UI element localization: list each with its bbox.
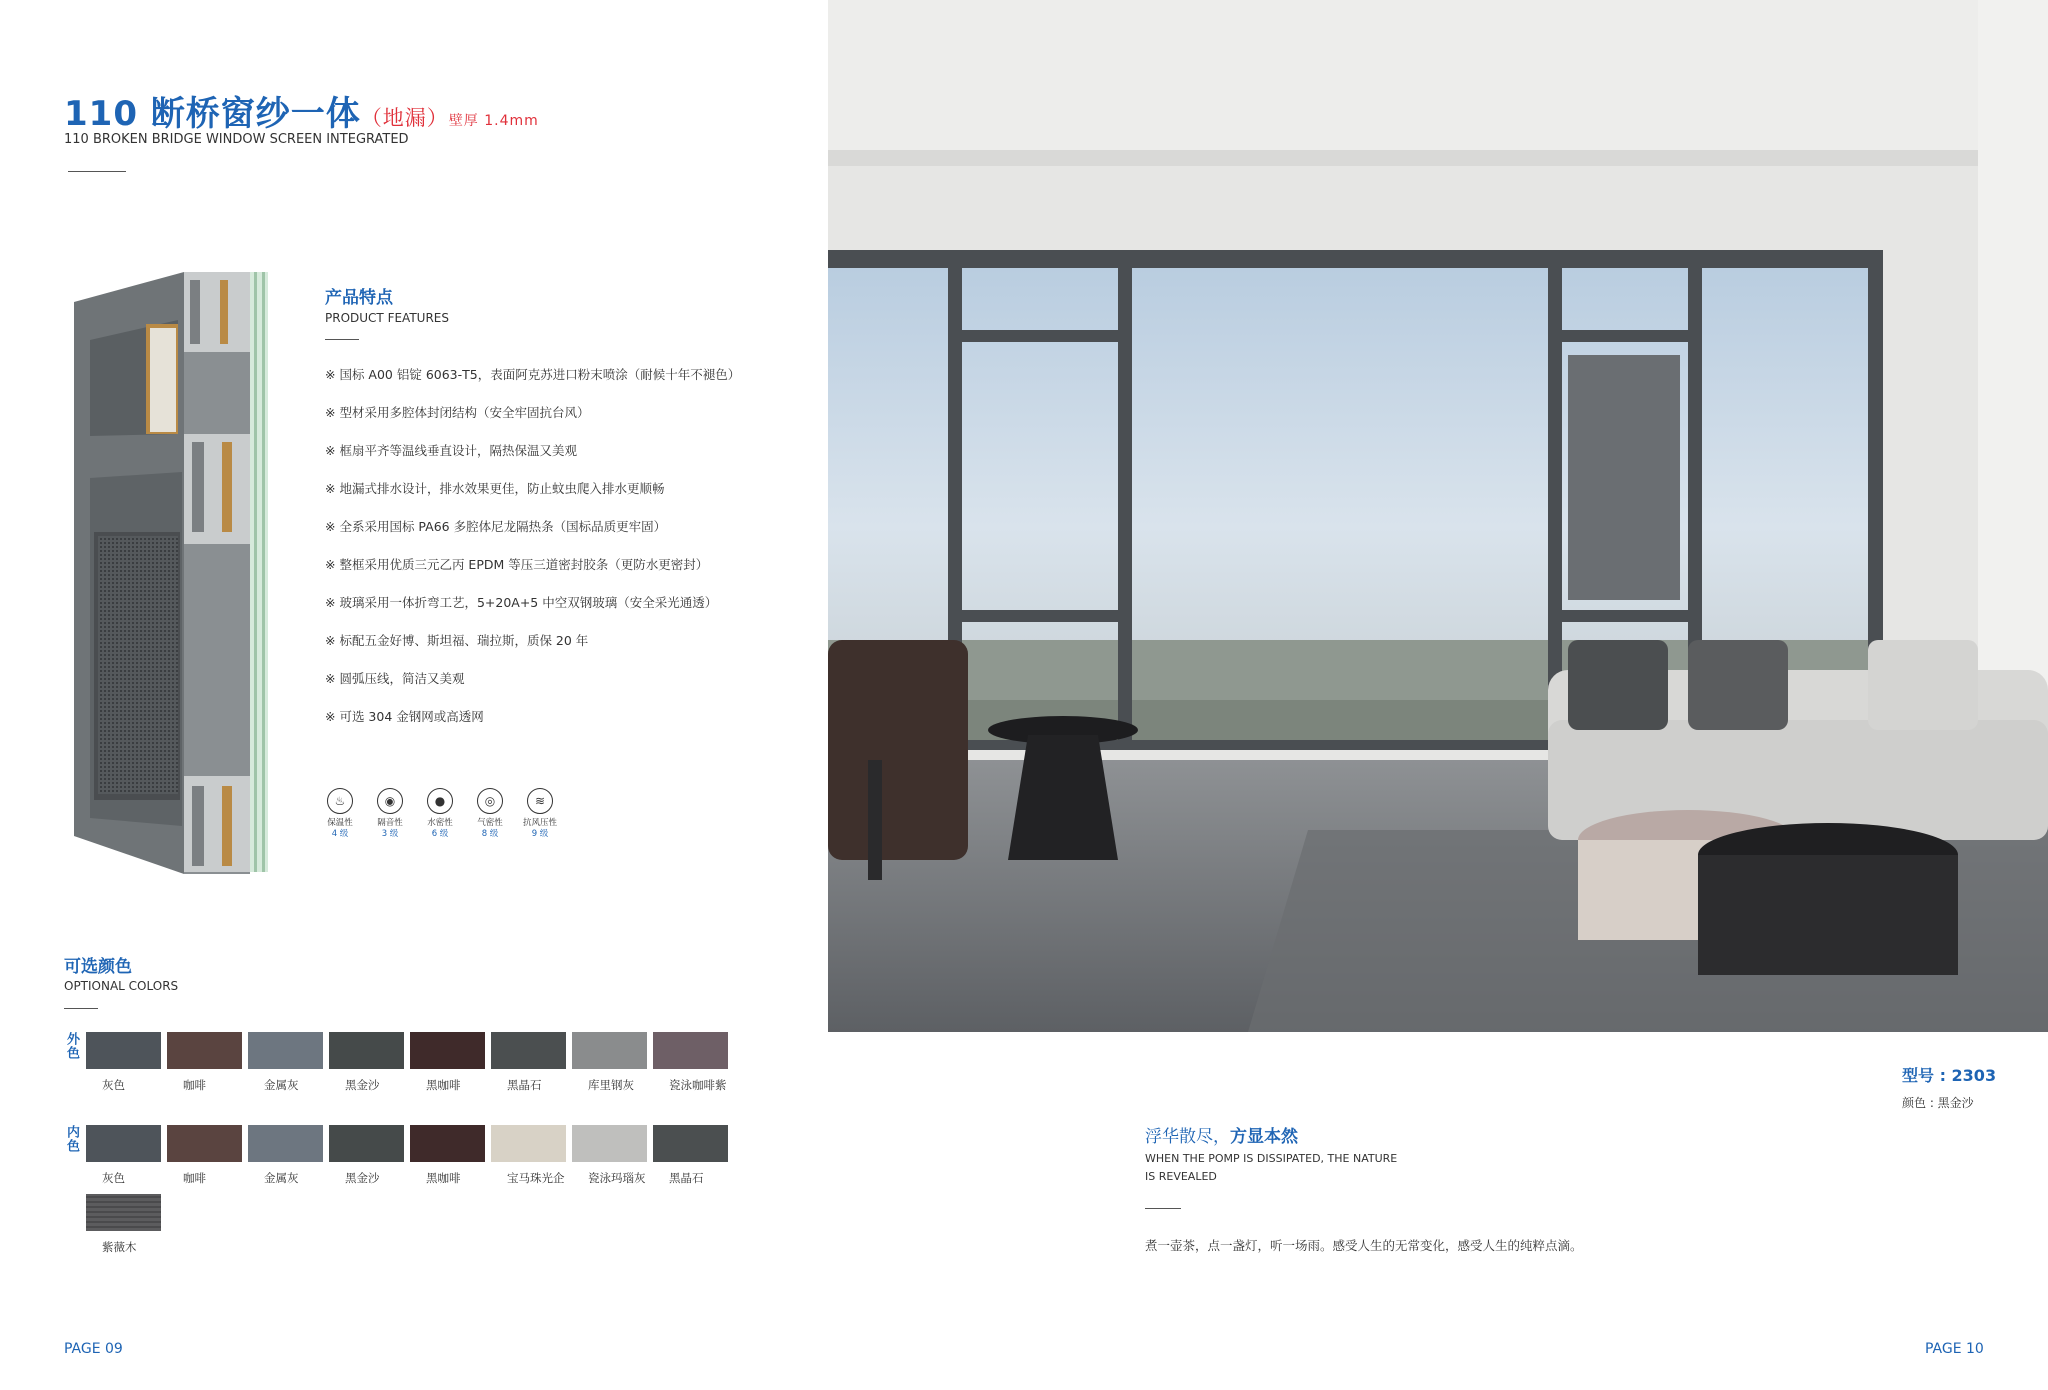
swatch-chip bbox=[491, 1032, 566, 1069]
color-swatch bbox=[653, 1125, 728, 1186]
swatch-name: 库里钢灰 bbox=[588, 1078, 634, 1092]
color-swatch bbox=[491, 1125, 566, 1186]
product-title bbox=[64, 86, 539, 135]
swatch-name: 黑咖啡 bbox=[426, 1171, 461, 1185]
swatch-name: 黑金沙 bbox=[345, 1171, 380, 1185]
outer-color-label: 外色 bbox=[64, 1032, 79, 1060]
performance-ratings bbox=[322, 788, 562, 840]
thermal-icon: ♨ bbox=[327, 788, 353, 814]
swatch-name: 瓷泳咖啡紫 bbox=[669, 1078, 727, 1092]
swatch-name: 灰色 bbox=[102, 1078, 125, 1092]
feature-item: ※ 型材采用多腔体封闭结构（安全牢固抗台风） bbox=[325, 405, 590, 420]
swatch-chip bbox=[86, 1125, 161, 1162]
performance-level: 9 级 bbox=[531, 829, 549, 839]
performance-wind bbox=[522, 788, 558, 840]
features-heading-en: PRODUCT FEATURES bbox=[325, 311, 449, 325]
slogan bbox=[1145, 1122, 1298, 1147]
swatch-chip bbox=[167, 1125, 242, 1162]
swatch-chip bbox=[167, 1032, 242, 1069]
model-number: 型号 : 2303 bbox=[1902, 1066, 1997, 1085]
colors-heading: 可选颜色 bbox=[64, 957, 132, 977]
performance-water bbox=[422, 788, 458, 840]
outer-color-swatches bbox=[86, 1032, 728, 1093]
product-title-main: 110 断桥窗纱一体 bbox=[64, 94, 361, 134]
swatch-chip bbox=[653, 1125, 728, 1162]
swatch-name: 金属灰 bbox=[264, 1078, 299, 1092]
color-swatch bbox=[653, 1032, 728, 1093]
performance-level: 3 级 bbox=[381, 829, 399, 839]
slogan-divider bbox=[1145, 1208, 1181, 1209]
swatch-chip bbox=[491, 1125, 566, 1162]
performance-airtight bbox=[472, 788, 508, 840]
inner-color-swatches-row2 bbox=[86, 1194, 161, 1255]
feature-item: ※ 框扇平齐等温线垂直设计，隔热保温又美观 bbox=[325, 443, 577, 458]
colors-heading-en: OPTIONAL COLORS bbox=[64, 979, 179, 993]
performance-label: 抗风压性 bbox=[522, 818, 557, 828]
color-swatch bbox=[329, 1032, 404, 1093]
swatch-chip bbox=[329, 1032, 404, 1069]
water-drop-icon: ● bbox=[427, 788, 453, 814]
airtight-icon: ◎ bbox=[477, 788, 503, 814]
swatch-chip bbox=[410, 1032, 485, 1069]
sound-icon: ◉ bbox=[377, 788, 403, 814]
wind-icon: ≋ bbox=[527, 788, 553, 814]
slogan-part-b: 方显本然 bbox=[1230, 1127, 1298, 1147]
swatch-name: 黑金沙 bbox=[345, 1078, 380, 1092]
color-swatch bbox=[248, 1125, 323, 1186]
model-color-note: 颜色 : 黑金沙 bbox=[1902, 1096, 1974, 1110]
product-title-english: 110 BROKEN BRIDGE WINDOW SCREEN INTEGRATED bbox=[64, 132, 409, 147]
swatch-name: 黑咖啡 bbox=[426, 1078, 461, 1092]
inner-color-label: 内色 bbox=[64, 1125, 79, 1153]
features-list bbox=[325, 366, 745, 746]
slogan-english-line1: WHEN THE POMP IS DISSIPATED, THE NATURE bbox=[1145, 1152, 1398, 1165]
performance-label: 保温性 bbox=[327, 818, 353, 828]
color-swatch bbox=[86, 1125, 161, 1186]
feature-item: ※ 圆弧压线，简洁又美观 bbox=[325, 671, 465, 686]
performance-label: 气密性 bbox=[477, 818, 503, 828]
color-swatch bbox=[410, 1125, 485, 1186]
swatch-name: 咖啡 bbox=[183, 1078, 206, 1092]
swatch-chip bbox=[329, 1125, 404, 1162]
page-number-right: PAGE 10 bbox=[1925, 1341, 1984, 1357]
color-swatch bbox=[572, 1032, 647, 1093]
page-number-left: PAGE 09 bbox=[64, 1341, 123, 1357]
color-swatch bbox=[410, 1032, 485, 1093]
features-divider bbox=[325, 339, 359, 340]
performance-label: 水密性 bbox=[427, 818, 453, 828]
performance-label: 隔音性 bbox=[377, 818, 403, 828]
swatch-chip bbox=[572, 1032, 647, 1069]
feature-item: ※ 全系采用国标 PA66 多腔体尼龙隔热条（国标品质更牢固） bbox=[325, 519, 667, 534]
swatch-name: 黑晶石 bbox=[669, 1171, 704, 1185]
color-swatch bbox=[167, 1032, 242, 1093]
performance-thermal bbox=[322, 788, 358, 840]
swatch-chip bbox=[410, 1125, 485, 1162]
swatch-name: 灰色 bbox=[102, 1171, 125, 1185]
color-swatch bbox=[572, 1125, 647, 1186]
swatch-name: 瓷泳玛瑙灰 bbox=[588, 1171, 646, 1185]
color-swatch bbox=[86, 1194, 161, 1255]
swatch-chip bbox=[86, 1194, 161, 1231]
feature-item: ※ 玻璃采用一体折弯工艺，5+20A+5 中空双钢玻璃（安全采光通透） bbox=[325, 595, 718, 610]
body-text: 煮一壶茶，点一盏灯，听一场雨。感受人生的无常变化，感受人生的纯粹点滴。 bbox=[1145, 1238, 1583, 1253]
title-divider bbox=[68, 171, 126, 172]
inner-color-swatches bbox=[86, 1125, 728, 1186]
colors-divider bbox=[64, 1008, 98, 1009]
swatch-chip bbox=[86, 1032, 161, 1069]
swatch-chip bbox=[572, 1125, 647, 1162]
feature-item: ※ 国标 A00 铝锭 6063-T5，表面阿克苏进口粉末喷涂（耐候十年不褪色） bbox=[325, 367, 741, 382]
feature-item: ※ 地漏式排水设计，排水效果更佳，防止蚊虫爬入排水更顺畅 bbox=[325, 481, 665, 496]
feature-item: ※ 可选 304 金钢网或高透网 bbox=[325, 709, 484, 724]
swatch-chip bbox=[653, 1032, 728, 1069]
color-swatch bbox=[167, 1125, 242, 1186]
wall-thickness: 壁厚 1.4mm bbox=[448, 113, 539, 129]
slogan-english bbox=[1145, 1150, 1405, 1186]
feature-item: ※ 标配五金好博、斯坦福、瑞拉斯，质保 20 年 bbox=[325, 633, 589, 648]
feature-item: ※ 整框采用优质三元乙丙 EPDM 等压三道密封胶条（更防水更密封） bbox=[325, 557, 709, 572]
performance-sound bbox=[372, 788, 408, 840]
swatch-chip bbox=[248, 1125, 323, 1162]
performance-level: 8 级 bbox=[481, 829, 499, 839]
slogan-english-line2: IS REVEALED bbox=[1145, 1170, 1217, 1183]
performance-level: 4 级 bbox=[331, 829, 349, 839]
features-heading: 产品特点 bbox=[325, 288, 393, 308]
living-room-photo bbox=[828, 0, 2048, 1032]
swatch-name: 金属灰 bbox=[264, 1171, 299, 1185]
swatch-name: 咖啡 bbox=[183, 1171, 206, 1185]
slogan-part-a: 浮华散尽， bbox=[1145, 1127, 1230, 1147]
color-swatch bbox=[248, 1032, 323, 1093]
swatch-chip bbox=[248, 1032, 323, 1069]
color-swatch bbox=[329, 1125, 404, 1186]
performance-level: 6 级 bbox=[431, 829, 449, 839]
color-swatch bbox=[86, 1032, 161, 1093]
color-swatch bbox=[491, 1032, 566, 1093]
swatch-name: 宝马珠光企 bbox=[507, 1171, 565, 1185]
product-title-paren: （地漏） bbox=[360, 106, 449, 130]
profile-cross-section-image bbox=[60, 266, 290, 886]
swatch-name: 紫薇木 bbox=[102, 1240, 137, 1254]
swatch-name: 黑晶石 bbox=[507, 1078, 542, 1092]
